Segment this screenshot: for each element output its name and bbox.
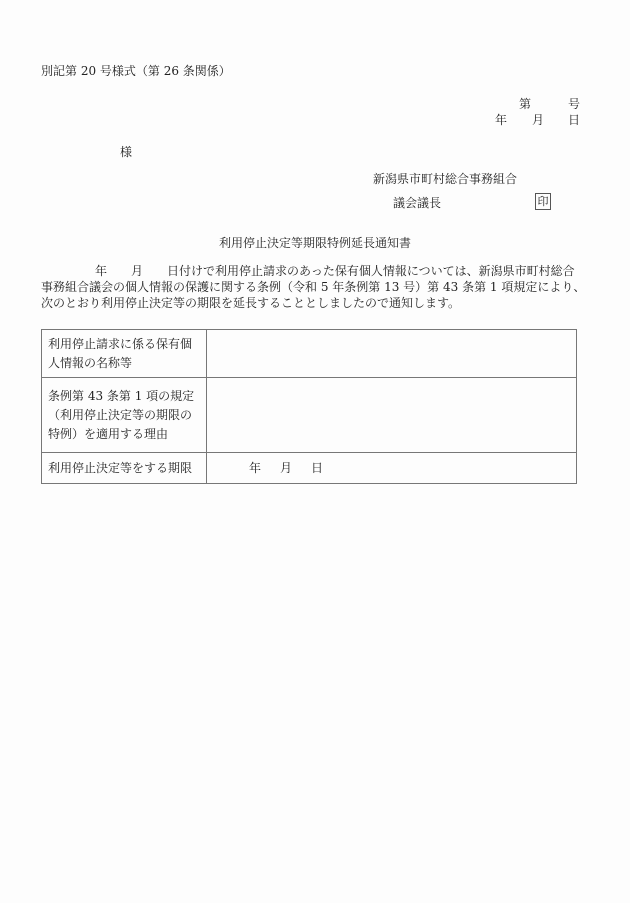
body-line-1 <box>41 263 581 279</box>
sender-organization: 新潟県市町村総合事務組合 <box>373 172 518 186</box>
issue-date-year: 年 <box>495 113 508 127</box>
row-label-deadline: 利用停止決定等をする期限 <box>42 453 207 484</box>
body-line-3: 次のとおり利用停止決定等の期限を延長することとしましたので通知します。 <box>41 296 461 310</box>
body-month: 月 <box>131 264 144 278</box>
document-title: 利用停止決定等期限特例延長通知書 <box>218 236 411 250</box>
info-name-field[interactable] <box>207 330 577 378</box>
reason-field[interactable] <box>207 378 577 453</box>
table-row <box>42 378 577 453</box>
form-number: 別記第 20 号様式（第 26 条関係） <box>41 64 231 78</box>
deadline-month: 月 <box>280 460 293 475</box>
row-label-info-name: 利用停止請求に係る保有個 人情報の名称等 <box>42 330 207 378</box>
deadline-year: 年 <box>249 460 262 475</box>
issue-date-month: 月 <box>532 113 545 127</box>
deadline-field[interactable] <box>207 453 577 484</box>
body-paragraph <box>41 263 586 311</box>
body-line-1-text: 日付けで利用停止請求のあった保有個人情報については、新潟県市町村総合 <box>167 264 575 278</box>
seal-mark: 印 <box>535 193 551 210</box>
doc-number-suffix: 号 <box>568 97 581 111</box>
sender-title: 議会議長 <box>393 196 442 210</box>
doc-number-prefix: 第 <box>519 97 532 111</box>
info-table <box>41 329 577 484</box>
row-label-reason: 条例第 43 条第 1 項の規定 （利用停止決定等の期限の 特例）を適用する理由 <box>42 378 207 453</box>
body-line-2: 事務組合議会の個人情報の保護に関する条例（令和 5 年条例第 13 号）第 43 条第 1 項規定により、 <box>41 280 586 294</box>
issue-date-day: 日 <box>568 113 581 127</box>
table-row <box>42 330 577 378</box>
addressee-honorific: 様 <box>120 145 133 159</box>
body-year: 年 <box>95 264 108 278</box>
table-row <box>42 453 577 484</box>
deadline-day: 日 <box>311 460 324 475</box>
